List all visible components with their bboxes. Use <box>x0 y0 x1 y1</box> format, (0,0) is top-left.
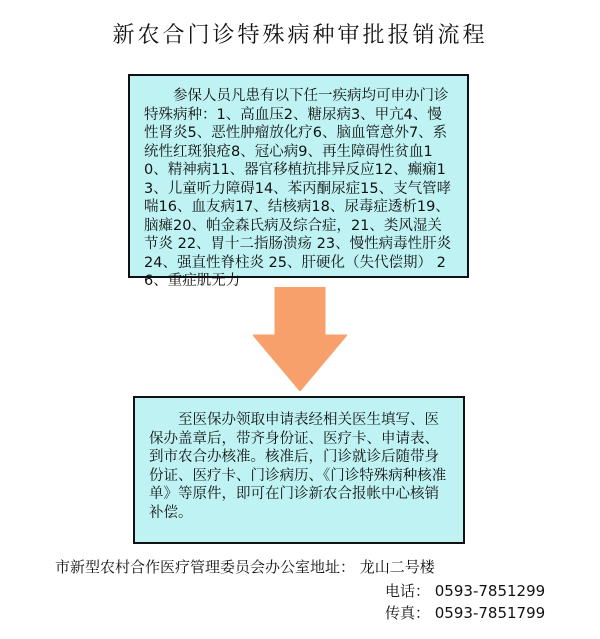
office-address: 市新型农村合作医疗管理委员会办公室地址： 龙山二号楼 <box>55 558 435 576</box>
down-arrow-icon <box>253 287 347 391</box>
down-arrow-shape <box>253 287 347 391</box>
office-phone: 电话： 0593-7851299 <box>385 582 546 600</box>
step-box-eligibility <box>128 74 469 289</box>
step-box-procedure <box>133 396 465 544</box>
office-fax: 传真： 0593-7851799 <box>385 604 546 622</box>
page-title: 新农合门诊特殊病种审批报销流程 <box>112 23 488 48</box>
step-text-eligibility: 参保人员凡患有以下任一疾病均可申办门诊特殊病种：1、高血压2、糖尿病3、甲亢4、慢性肾炎5、恶性肿瘤放化疗6、脑血管意外7、系统性红斑狼疮8、冠心病9、再生障碍性贫血10、精神病11、器官移植抗排异反应12、癫痫13、儿童听力障碍14、苯丙酮尿症15、支气管哮喘16、血友病17、结核病18、尿毒症透析19、脑瘫20、帕金森氏病及综合症，21、类风湿关节炎 22、胃十二指肠溃疡 23、慢性病毒性肝炎 24、强直性脊柱炎 25、肝硬化（失代偿期） 26、重症肌无力 <box>144 88 452 289</box>
step-text-procedure: 至医保办领取申请表经相关医生填写、医保办盖章后，带齐身份证、医疗卡、申请表、到市农合办核准。核准后，门诊就诊后随带身份证、医疗卡、门诊病历、《门诊特殊病种核准单》等原件，即可在门诊新农合报帐中心核销补偿。 <box>149 412 447 521</box>
